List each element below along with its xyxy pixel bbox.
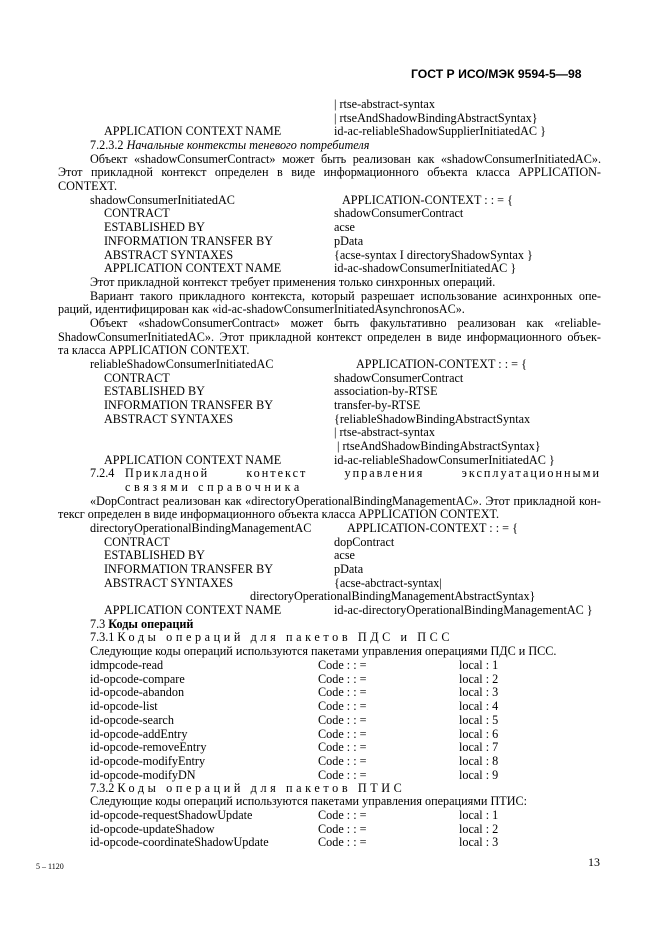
- context-declaration: APPLICATION-CONTEXT : : = {: [356, 357, 527, 371]
- opcode-type: Code : : =: [318, 808, 367, 822]
- section-heading-7-3-2: [90, 781, 405, 795]
- field-value: pData: [334, 562, 364, 576]
- section-heading-7-3: [90, 617, 193, 631]
- opcode-type: Code : : =: [318, 740, 367, 755]
- syntax-continuation: | rtseAndShadowBindingAbstractSyntax}: [337, 439, 541, 453]
- paragraph-line: ShadowConsumerInitiatedAC». Этот прикладной контекст определен в виде информационного объек-: [58, 330, 601, 344]
- syntax-continuation: | rtseAndShadowBindingAbstractSyntax}: [334, 111, 538, 125]
- opcode-type: Code : : =: [318, 726, 367, 741]
- section-number: 7.3.1: [90, 630, 115, 644]
- opcode-local: local : 9: [459, 767, 499, 782]
- field-key: INFORMATION TRANSFER BY: [104, 234, 274, 248]
- opcode-local: local : 3: [459, 685, 499, 700]
- field-key: INFORMATION TRANSFER BY: [104, 398, 274, 412]
- section-number: 7.2.3.2: [90, 138, 124, 152]
- opcode-type: Code : : =: [318, 658, 367, 672]
- field-key: CONTRACT: [104, 206, 170, 220]
- paragraph-line: Объект «shadowConsumerContract» может быть реализован как «shadowConsumerInitiatedAC».: [90, 152, 601, 166]
- section-title: Прикладной контекст управления эксплуатационными: [125, 466, 601, 480]
- field-value: shadowConsumerContract: [334, 206, 464, 220]
- field-key: ABSTRACT SYNTAXES: [104, 412, 234, 426]
- opcode-type: Code : : =: [318, 699, 367, 714]
- opcode-type: Code : : =: [318, 671, 367, 686]
- opcode-local: local : 4: [459, 699, 499, 714]
- field-value: shadowConsumerContract: [334, 371, 464, 385]
- field-key: CONTRACT: [104, 535, 170, 549]
- context-name: directoryOperationalBindingManagementAC: [90, 521, 312, 535]
- paragraph-line: Следующие коды операций используются пакетами управления операциями ПДС и ПСС.: [90, 644, 557, 658]
- field-value: {acse-syntax I directoryShadowSyntax }: [334, 248, 533, 262]
- opcode-local: local : 1: [459, 658, 499, 672]
- opcode-local: local : 2: [459, 821, 499, 836]
- opcode-name: idmpcode-read: [90, 658, 164, 672]
- opcode-name: id-opcode-compare: [90, 671, 185, 686]
- field-value: dopContract: [334, 535, 395, 549]
- field-key: CONTRACT: [104, 371, 170, 385]
- field-key: APPLICATION CONTEXT NAME: [104, 261, 282, 275]
- section-title: Коды операций для пакетов ПДС и ПСС: [117, 630, 454, 644]
- syntax-continuation: directoryOperationalBindingManagementAbstractSyntax}: [250, 589, 536, 603]
- paragraph-line: CONTEXT.: [58, 179, 118, 193]
- opcode-type: Code : : =: [318, 712, 367, 727]
- opcode-name: id-opcode-search: [90, 712, 174, 727]
- field-key: ABSTRACT SYNTAXES: [104, 576, 234, 590]
- opcode-name: id-opcode-modifyDN: [90, 767, 196, 782]
- field-key: INFORMATION TRANSFER BY: [104, 562, 274, 576]
- field-key: ESTABLISHED BY: [104, 220, 205, 234]
- field-value: {acse-abctract-syntax|: [334, 576, 442, 590]
- opcode-name: id-opcode-requestShadowUpdate: [90, 808, 253, 822]
- opcode-local: local : 1: [459, 808, 499, 822]
- section-title: связями справочника: [125, 480, 303, 494]
- opcode-type: Code : : =: [318, 685, 367, 700]
- opcode-name: id-opcode-coordinateShadowUpdate: [90, 835, 269, 850]
- section-number: 7.2.4: [90, 466, 115, 480]
- opcode-type: Code : : =: [318, 835, 367, 850]
- field-key: APPLICATION CONTEXT NAME: [104, 124, 282, 138]
- opcode-name: id-opcode-updateShadow: [90, 821, 215, 836]
- opcode-local: local : 6: [459, 726, 499, 741]
- section-heading-7-2-3-2: [90, 138, 369, 152]
- paragraph-line: Этот прикладной контекст требует применения только синхронных операций.: [90, 275, 496, 289]
- field-value: transfer-by-RTSE: [334, 398, 421, 412]
- paragraph-line: раций, идентифицирован как «id-ac-shadowConsumerInitiatedAsynchronosAC».: [58, 302, 465, 316]
- opcode-name: id-opcode-modifyEntry: [90, 753, 206, 768]
- document-header: ГОСТ Р ИСО/МЭК 9594-5—98: [411, 67, 582, 81]
- opcode-name: id-opcode-abandon: [90, 685, 185, 700]
- field-key: APPLICATION CONTEXT NAME: [104, 453, 282, 467]
- field-value: association-by-RTSE: [334, 384, 438, 398]
- paragraph-line: та класса APPLICATION CONTEXT.: [58, 343, 250, 357]
- field-value: id-ac-shadowConsumerInitiatedAC }: [334, 261, 517, 275]
- print-code: 5 – 1120: [36, 862, 64, 871]
- field-value: pData: [334, 234, 364, 248]
- field-key: APPLICATION CONTEXT NAME: [104, 603, 282, 617]
- page-number: 13: [588, 855, 600, 869]
- paragraph-line: «DopContract реализован как «directoryOperationalBindingManagementAC». Этот прикладной кон-: [90, 494, 601, 508]
- paragraph-line: Этот прикладной контекст определен в виде информационного объекта класса APPLICATION-: [58, 165, 601, 179]
- opcode-name: id-opcode-list: [90, 699, 158, 714]
- syntax-continuation: | rtse-abstract-syntax: [334, 97, 435, 111]
- opcode-local: local : 5: [459, 712, 499, 727]
- opcode-type: Code : : =: [318, 767, 367, 782]
- section-number: 7.3: [90, 617, 106, 631]
- section-title: Коды операций для пакетов ПТИС: [117, 781, 406, 795]
- opcode-local: local : 2: [459, 671, 499, 686]
- opcode-local: local : 7: [459, 740, 499, 755]
- field-value: id-ac-reliableShadowConsumerInitiatedAC }: [334, 453, 555, 467]
- field-value: acse: [334, 220, 355, 234]
- syntax-continuation: | rtse-abstract-syntax: [334, 425, 435, 439]
- field-key: ABSTRACT SYNTAXES: [104, 248, 234, 262]
- context-declaration: APPLICATION-CONTEXT : : = {: [342, 193, 513, 207]
- context-name: shadowConsumerInitiatedAC: [90, 193, 235, 207]
- section-title: Начальные контексты теневого потребителя: [126, 138, 370, 152]
- paragraph-line: тексг определен в виде информационного объекта класса APPLICATION CONTEXT.: [58, 507, 500, 521]
- opcode-name: id-opcode-addEntry: [90, 726, 188, 741]
- field-key: ESTABLISHED BY: [104, 384, 205, 398]
- opcode-name: id-opcode-removeEntry: [90, 740, 207, 755]
- section-title: Коды операций: [108, 617, 194, 631]
- paragraph-line: Вариант такого прикладного контекста, который разрешает использование асинхронных опе-: [90, 289, 601, 303]
- field-key: ESTABLISHED BY: [104, 548, 205, 562]
- field-value: acse: [334, 548, 355, 562]
- opcode-local: local : 3: [459, 835, 499, 850]
- paragraph-line: Следующие коды операций используются пакетами управления операциями ПТИС:: [90, 794, 528, 808]
- opcode-local: local : 8: [459, 753, 499, 768]
- opcode-type: Code : : =: [318, 753, 367, 768]
- section-number: 7.3.2: [90, 781, 115, 795]
- context-name: reliableShadowConsumerInitiatedAC: [90, 357, 274, 371]
- context-declaration: APPLICATION-CONTEXT : : = {: [347, 521, 518, 535]
- paragraph-line: Объект «shadowConsumerContract» может быть факультативно реализован как «reliable-: [90, 316, 601, 330]
- field-value: {reliableShadowBindingAbstractSyntax: [334, 412, 531, 426]
- field-value: id-ac-directoryOperationalBindingManagementAC }: [334, 603, 593, 617]
- section-heading-7-3-1: [90, 630, 453, 644]
- opcode-type: Code : : =: [318, 821, 367, 836]
- field-value: id-ac-reliableShadowSupplierInitiatedAC }: [334, 124, 546, 138]
